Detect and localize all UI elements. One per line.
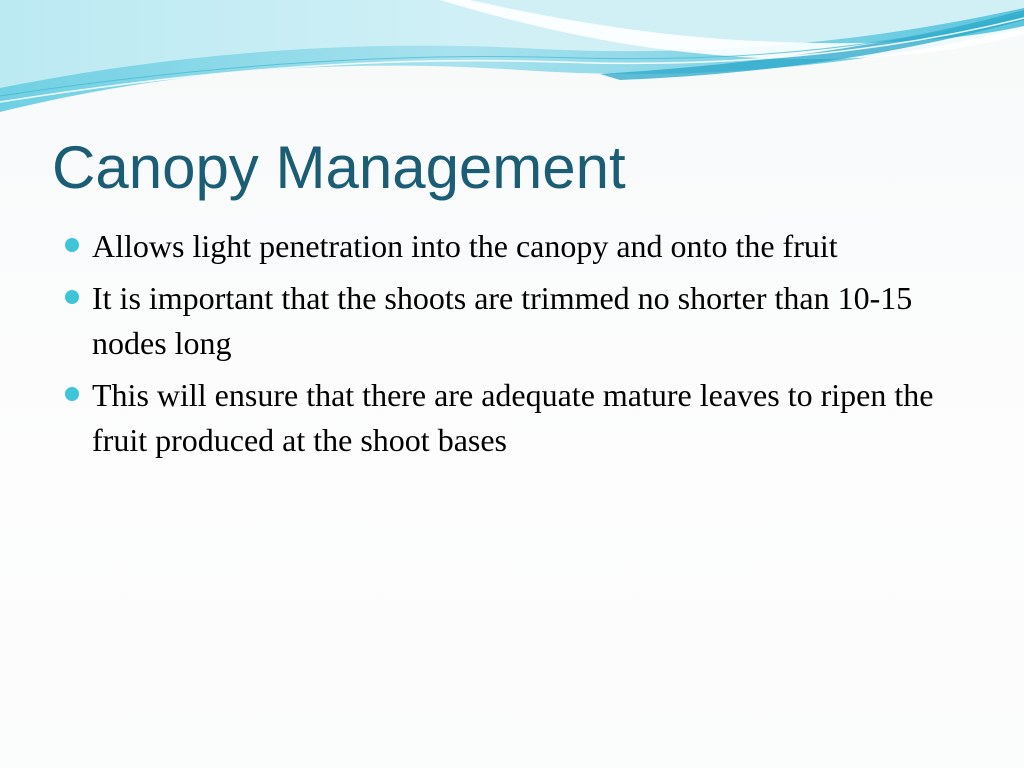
bullet-item: [62, 224, 962, 269]
bullet-item: [62, 276, 962, 366]
header-wave-decoration: [0, 0, 1024, 130]
bullet-dot-icon: [65, 290, 79, 304]
bullet-dot-icon: [65, 238, 79, 252]
bullet-item: [62, 373, 962, 463]
bullet-text: It is important that the shoots are trimmed no shorter than 10-15 nodes long: [92, 280, 913, 361]
bullet-dot-icon: [65, 387, 79, 401]
bullet-text: Allows light penetration into the canopy and onto the fruit: [92, 228, 838, 264]
slide-title: Canopy Management: [52, 134, 626, 201]
bullet-text: This will ensure that there are adequate mature leaves to ripen the fruit produced at the shoot bases: [92, 377, 934, 458]
bullet-list: [62, 224, 962, 470]
